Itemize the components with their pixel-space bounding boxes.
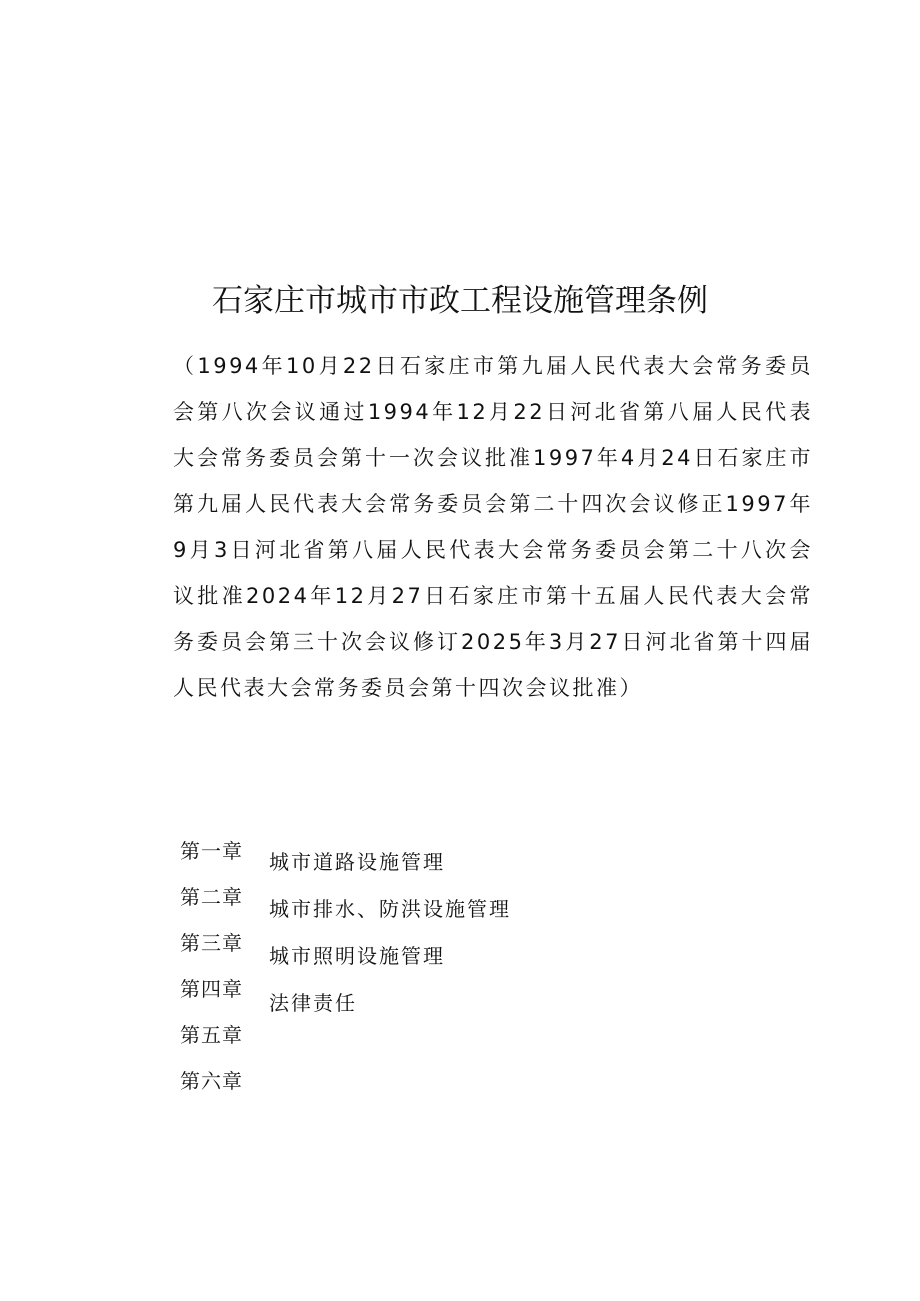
toc-chapter-title: 城市排水、防洪设施管理 [269,897,511,921]
toc-chapter-title: 城市道路设施管理 [269,850,445,874]
toc-chapter-label: 第三章 [180,931,243,955]
toc-chapter-label: 第五章 [180,1023,243,1047]
toc-chapter-titles [269,839,689,1027]
toc-chapter-title: 城市照明设施管理 [269,944,445,968]
toc-chapter-label: 第六章 [180,1069,243,1093]
toc-chapter-label: 第一章 [180,839,243,863]
toc-chapter-label: 第二章 [180,885,243,909]
enactment-note: （1994年10月22日石家庄市第九届人民代表大会常务委员会第八次会议通过1994年12月22日河北省第八届人民代表大会常务委员会第十一次会议批准1997年4月24日石家庄市第九届人民代表大会常务委员会第二十四次会议修正1997年9月3日河北省第八届人民代表大会常务委员会第二十八次会议批准2024年12月27日石家庄市第十五届人民代表大会常务委员会第三十次会议修订2025年3月27日河北省第十四届人民代表大会常务委员会第十四次会议批准） [173,354,813,700]
toc-chapter-label: 第四章 [180,977,243,1001]
document-title: 石家庄市城市市政工程设施管理条例 [212,282,708,319]
toc-chapter-labels [180,828,260,1104]
toc-chapter-title: 法律责任 [269,991,357,1015]
